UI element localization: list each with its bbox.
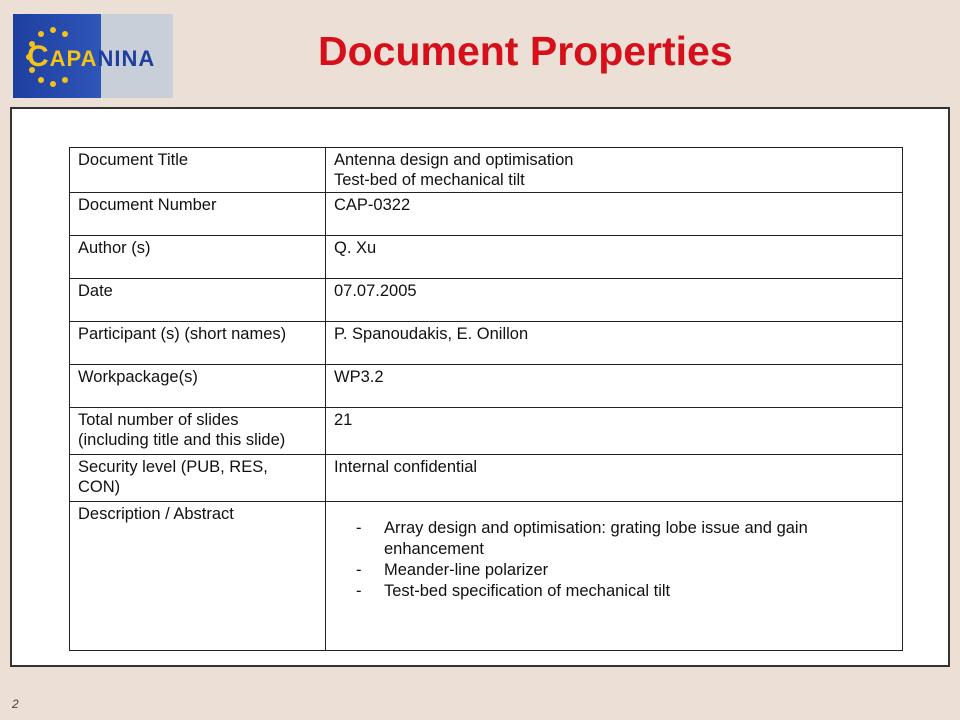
row-value: Internal confidential <box>326 455 903 502</box>
table-row <box>70 365 903 408</box>
label-line: (including title and this slide) <box>78 431 286 449</box>
page-number: 2 <box>12 697 19 711</box>
row-value: 21 <box>326 408 903 455</box>
label-line: CON) <box>78 478 121 496</box>
row-value: 07.07.2005 <box>326 279 903 322</box>
table-row <box>70 322 903 365</box>
page-title: Document Properties <box>318 28 733 74</box>
row-label: Date <box>70 279 326 322</box>
label-line: Security level (PUB, RES, <box>78 458 268 476</box>
abstract-list <box>356 518 894 602</box>
logo-text-lead: C <box>27 40 50 73</box>
logo-text-tail: NINA <box>97 46 156 71</box>
properties-table <box>69 147 903 651</box>
row-label: Participant (s) (short names) <box>70 322 326 365</box>
table-row <box>70 193 903 236</box>
list-item: - Test-bed specification of mechanical tilt <box>356 581 894 602</box>
row-label: Document Title <box>70 148 326 193</box>
list-item: - Array design and optimisation: grating lobe issue and gain enhancement <box>356 518 894 560</box>
table-row <box>70 502 903 651</box>
row-label: Description / Abstract <box>70 502 326 651</box>
table-row <box>70 236 903 279</box>
row-label <box>70 408 326 455</box>
logo-text-mid: APA <box>49 46 98 71</box>
table-row <box>70 148 903 193</box>
content-frame <box>10 107 950 667</box>
value-line: Test-bed of mechanical tilt <box>334 171 525 189</box>
capanina-logo <box>13 14 173 98</box>
row-value: WP3.2 <box>326 365 903 408</box>
row-label: Author (s) <box>70 236 326 279</box>
value-line: Antenna design and optimisation <box>334 151 574 169</box>
row-value: P. Spanoudakis, E. Onillon <box>326 322 903 365</box>
list-item: - Meander-line polarizer <box>356 560 894 581</box>
row-value <box>326 148 903 193</box>
table-row <box>70 455 903 502</box>
row-value: Q. Xu <box>326 236 903 279</box>
row-label: Document Number <box>70 193 326 236</box>
label-line: Total number of slides <box>78 411 239 429</box>
row-label: Workpackage(s) <box>70 365 326 408</box>
logo-wordmark <box>27 40 155 74</box>
row-value: CAP-0322 <box>326 193 903 236</box>
row-label <box>70 455 326 502</box>
row-value <box>326 502 903 651</box>
table-row <box>70 279 903 322</box>
table-row <box>70 408 903 455</box>
